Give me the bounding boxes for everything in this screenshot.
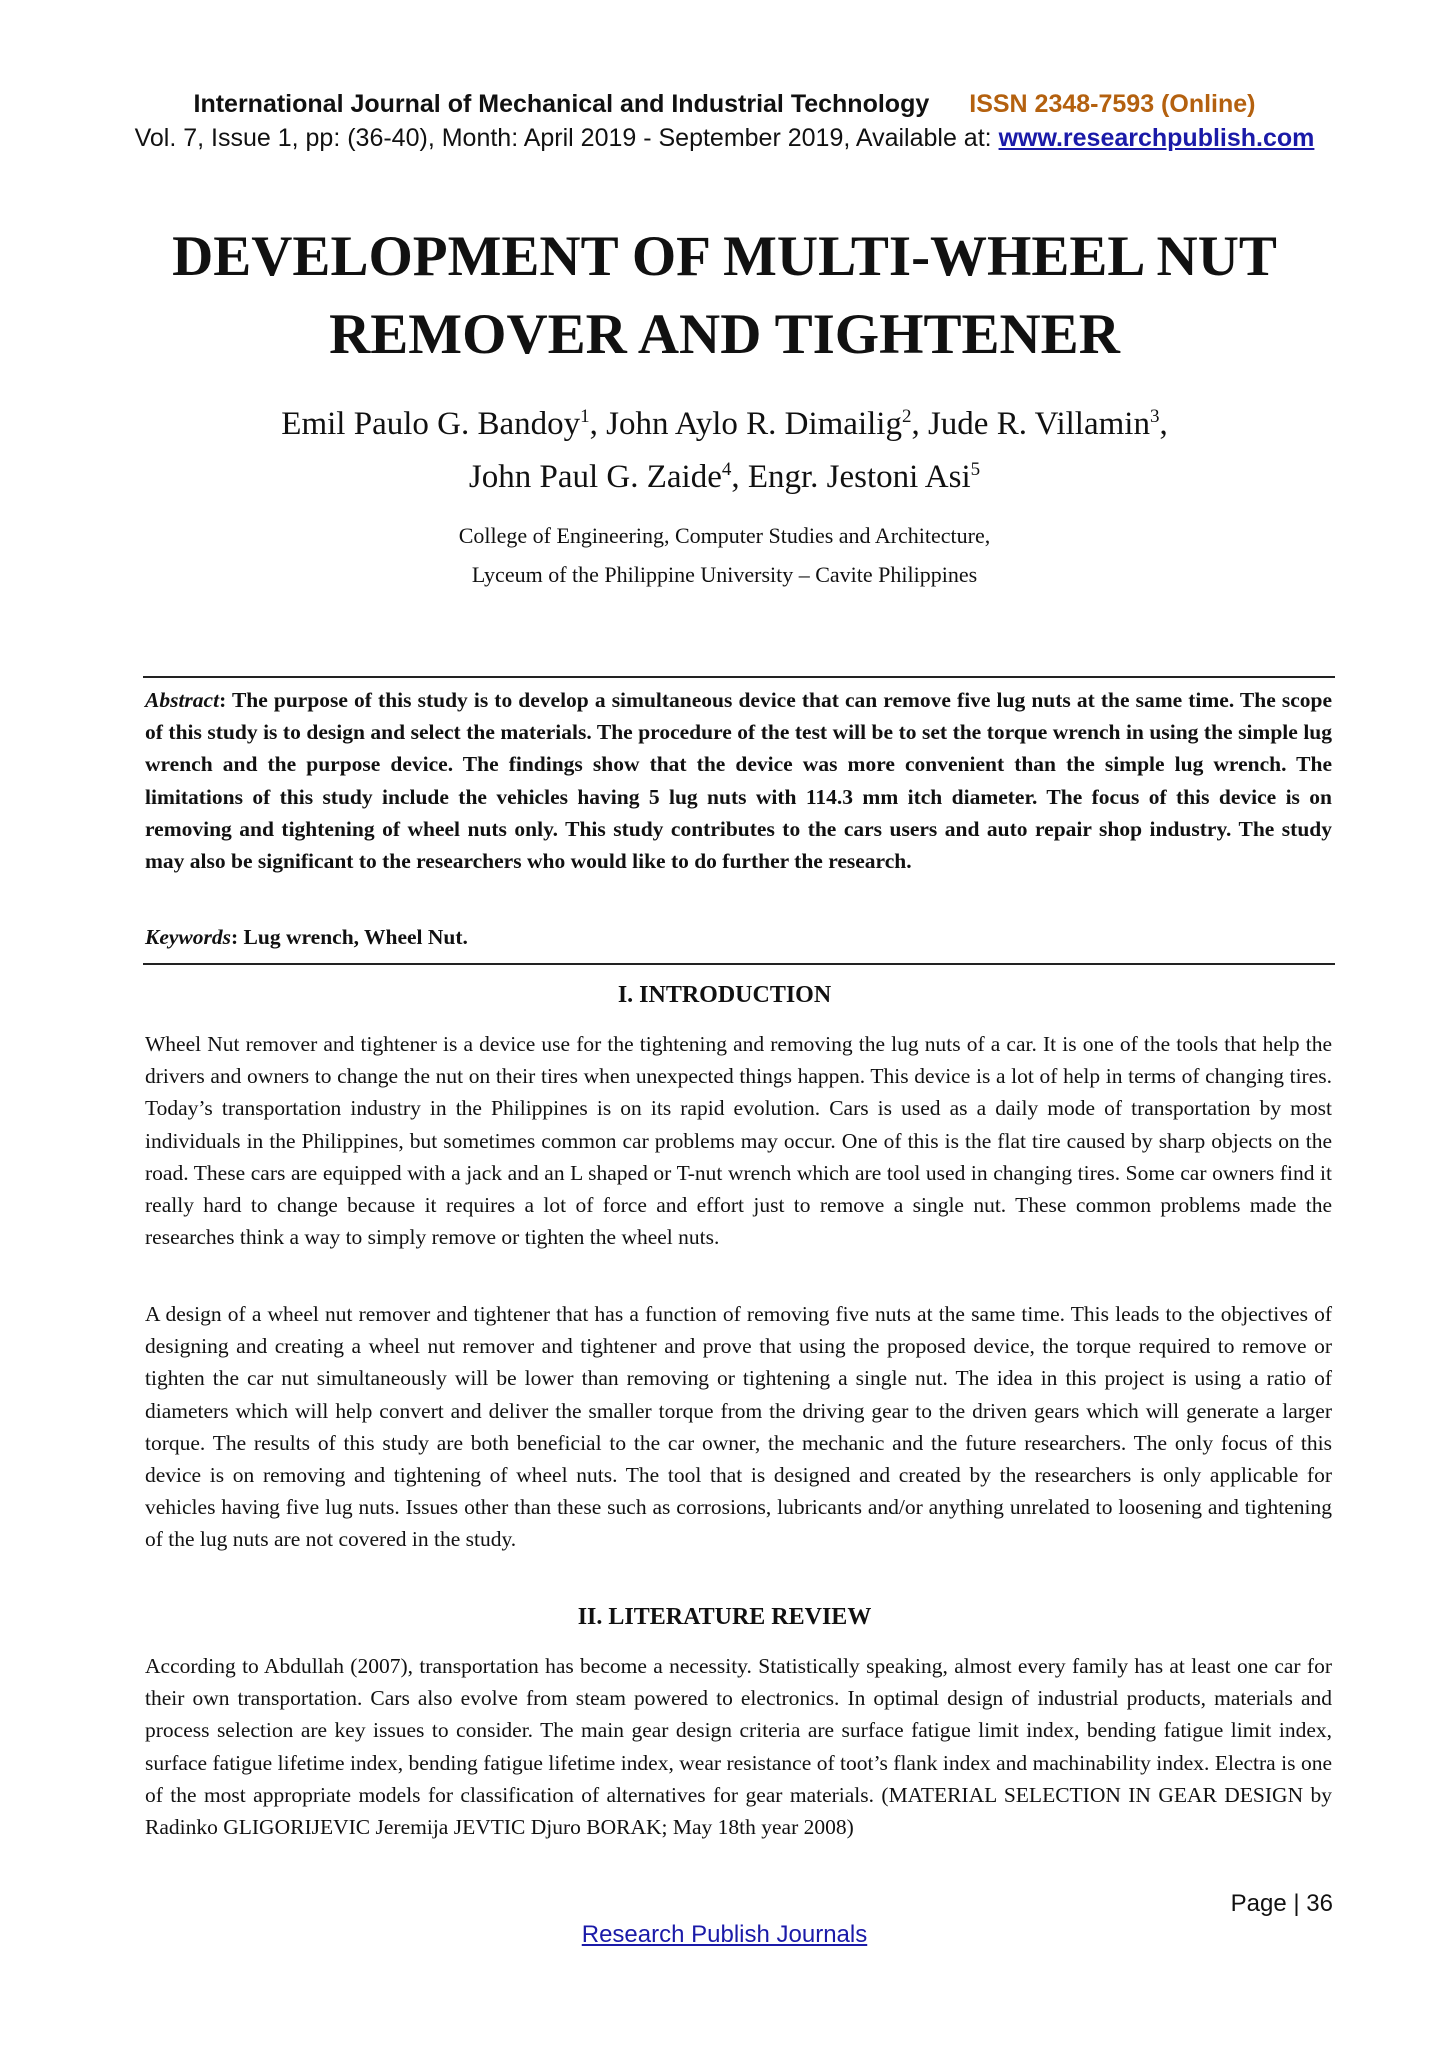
author: John Paul G. Zaide (468, 459, 722, 495)
author-sup: 3 (1149, 406, 1160, 427)
abstract: Abstract: The purpose of this study is to develop a simultaneous device that can remove five lug nuts at the same time. The scope of this study is to design and select the materials. The procedure of the test will be to set the torque wrench in using the simple lug wrench and the purpose device. The findings show that the device was more convenient than the simple lug wrench. The limitations of this study include the vehicles having 5 lug nuts with 114.3 mm itch diameter. The focus of this device is on removing and tightening of wheel nuts only. This study contributes to the cars users and auto repair shop industry. The study may also be significant to the researchers who would like to do further the research. (145, 688, 1332, 874)
paragraph: A design of a wheel nut remover and tightener that has a function of removing five nuts at the same time. This leads to the objectives of designing and creating a wheel nut remover and tightener and prove that using the proposed device, the torque required to remove or tighten the car nut simultaneously will be lower than removing or tightening a single nut. The idea in this project is using a ratio of diameters which will help convert and deliver the smaller torque from the driving gear to the driven gears which will generate a larger torque. The results of this study are both beneficial to the car owner, the mechanic and the future researchers. The only focus of this device is on removing and tightening of wheel nuts. The tool that is designed and created by the researchers is only applicable for vehicles having five lug nuts. Issues other than these such as corrosions, lubricants and/or anything unrelated to loosening and tightening of the lug nuts are not covered in the study. (145, 1302, 1332, 1552)
journal-header (0, 90, 1449, 119)
keywords-label: Keywords (145, 925, 231, 949)
keywords: Keywords: Lug wrench, Wheel Nut. (145, 925, 468, 949)
abstract-text: The purpose of this study is to develop a simultaneous device that can remove five lug nuts at the same time. The scope of this study is to design and select the materials. The procedure of the test will be to set the torque wrench in using the simple lug wrench and the purpose device. The findings show that the device was more convenient than the simple lug wrench. The limitations of this study include the vehicles having 5 lug nuts with 114.3 mm itch diameter. The focus of this device is on removing and tightening of wheel nuts only. This study contributes to the cars users and auto repair shop industry. The study may also be significant to the researchers who would like to do further the research. (145, 688, 1332, 874)
section-heading: II. LITERATURE REVIEW (577, 1604, 872, 1630)
footer-link[interactable]: Research Publish Journals (581, 1921, 868, 1948)
affiliation (0, 516, 1449, 594)
section-heading: I. INTRODUCTION (617, 982, 832, 1008)
journal-name: International Journal of Mechanical and Industrial Technology (193, 90, 930, 118)
title-line: DEVELOPMENT OF MULTI-WHEEL NUT (172, 225, 1277, 288)
author: Jude R. Villamin (927, 406, 1150, 442)
page-number: Page | 36 (1230, 1890, 1333, 1917)
divider (143, 676, 1335, 678)
author-sup: 1 (580, 406, 590, 427)
journal-url-link[interactable]: www.researchpublish.com (998, 124, 1315, 152)
author: John Aylo R. Dimailig (606, 406, 902, 442)
divider (143, 963, 1335, 965)
author-sup: 4 (721, 459, 732, 480)
author: Engr. Jestoni Asi (747, 459, 971, 495)
abstract-label: Abstract (145, 688, 220, 712)
volume-line (0, 124, 1449, 153)
issn: ISSN 2348-7593 (Online) (969, 90, 1256, 118)
affiliation-line: Lyceum of the Philippine University – Cavite Philippines (471, 562, 978, 587)
paragraph: According to Abdullah (2007), transportation has become a necessity. Statistically speaking, almost every family has at least one car for their own transportation. Cars also evolve from steam powered to electronics. In optimal design of industrial products, materials and process selection are key issues to consider. The main gear design criteria are surface fatigue limit index, bending fatigue limit index, surface fatigue lifetime index, bending fatigue lifetime index, wear resistance of toot’s flank index and machinability index. Electra is one of the most appropriate models for classification of alternatives for gear materials. (MATERIAL SELECTION IN GEAR DESIGN by Radinko GLIGORIJEVIC Jeremija JEVTIC Djuro BORAK; May 18th year 2008) (145, 1654, 1332, 1840)
keywords-text: Lug wrench, Wheel Nut. (243, 925, 468, 949)
volume-info: Vol. 7, Issue 1, pp: (36-40), Month: April 2019 - September 2019, Available at: (134, 124, 992, 152)
author-sup: 2 (901, 406, 912, 427)
footer (0, 1921, 1449, 1949)
title-line: REMOVER AND TIGHTENER (329, 303, 1120, 366)
paper-title (0, 218, 1449, 374)
authors: Emil Paulo G. Bandoy$^1$, John Aylo R. Dimailig$^2$, Jude R. Villamin$^3$, John Paul G. Zaide$^4$, Engr. Jestoni Asi$^5$ (281, 406, 1168, 495)
author-sup: 5 (970, 459, 981, 480)
author: Emil Paulo G. Bandoy (281, 406, 581, 442)
paragraph: Wheel Nut remover and tightener is a device use for the tightening and removing the lug nuts of a car. It is one of the tools that help the drivers and owners to change the nut on their tires when unexpected things happen. This device is a lot of help in terms of changing tires. Today’s transportation industry in the Philippines is on its rapid evolution. Cars is used as a daily mode of transportation by most individuals in the Philippines, but sometimes common car problems may occur. One of this is the flat tire caused by sharp objects on the road. These cars are equipped with a jack and an L shaped or T-nut wrench which are tool used in changing tires. Some car owners find it really hard to change because it requires a lot of force and effort just to remove a single nut. These common problems made the researches think a way to simply remove or tighten the wheel nuts. (145, 1032, 1332, 1250)
affiliation-line: College of Engineering, Computer Studies and Architecture, (458, 523, 991, 548)
